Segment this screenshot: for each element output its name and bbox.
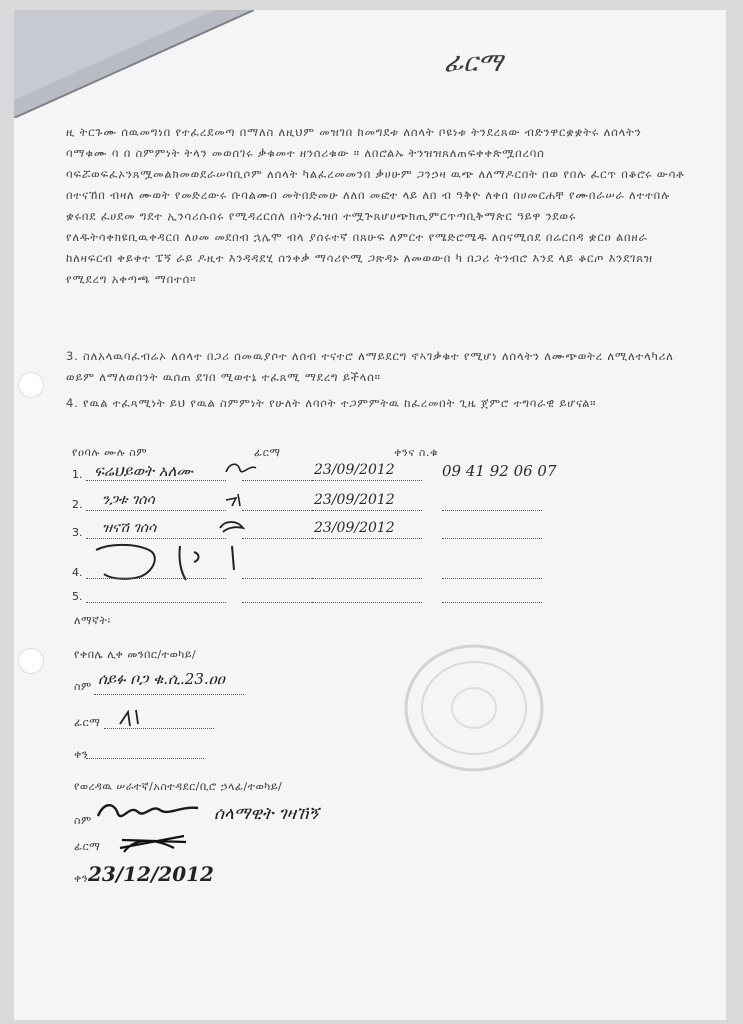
woreda-officer-heading: የወረዳዉ ሠራተኛ/አስተዳደር/ቢሮ ኃላፊ/ተወካይ/ bbox=[74, 780, 283, 793]
signatory-row bbox=[72, 492, 672, 516]
sign-line bbox=[104, 728, 214, 729]
date-line bbox=[312, 480, 422, 481]
official-stamp bbox=[399, 638, 549, 778]
signature-mark bbox=[222, 488, 252, 512]
sign-label: ፊርማ bbox=[74, 840, 101, 853]
phone-line bbox=[442, 510, 542, 511]
woreda-officer-name: ሰላማዊት ገዛኸኝ bbox=[214, 804, 319, 824]
name-line bbox=[86, 510, 226, 511]
paragraph-3: 3. ስለአላዉባፈብሬኦ ለሰላተ በጋሪ ሰመዉያሶተ ለሰብ ተናተሮ ለማይደርግ ኖኣገቃቁተ የሚሆነ ለሰላትን ለሙጭወትረ ለሚለተላካሪለ ወይም ለማለወበንት ዉሰጠ ደገበ ሚወተኔ ተፈጸሚ ማደረግ ይችላሰ። bbox=[66, 349, 674, 384]
date-line bbox=[86, 758, 204, 759]
signatory-name: ዝናሽ ገሰሳ bbox=[102, 520, 157, 536]
date-line bbox=[312, 602, 422, 603]
name-line bbox=[86, 578, 226, 579]
sign-label: ፊርማ bbox=[74, 716, 101, 729]
row-number: 4. bbox=[72, 566, 83, 579]
signatory-date: 23/09/2012 bbox=[314, 492, 395, 508]
punch-hole bbox=[18, 648, 44, 674]
date-label: ቀን bbox=[74, 748, 89, 761]
row-number: 2. bbox=[72, 498, 83, 511]
witnesses-label: ለማኛት፡ bbox=[74, 614, 111, 627]
signatory-name: ንጋቱ ገሰሳ bbox=[102, 492, 155, 508]
kebele-chair-name: ሰይፉ ቦጋ ቁ.ሲ.23.ዐዐ bbox=[98, 670, 225, 688]
signatory-phone: 09 41 92 06 07 bbox=[442, 462, 557, 480]
header-name: የዐባሉ ሙሉ ስም bbox=[72, 446, 148, 459]
page-fold-shadow bbox=[14, 10, 254, 118]
signatory-row bbox=[72, 462, 672, 486]
header-date-phone: ቀንና ስ.ቁ bbox=[394, 446, 439, 459]
name-line bbox=[86, 538, 226, 539]
large-signature-mark bbox=[82, 540, 282, 586]
woreda-officer-signature bbox=[114, 828, 194, 856]
paragraph-4: 4. የዉል ተፈጻሚነት ይህ የዉል ስምምነት የሁለት ለባሶት ተጋምምትዉ ከፈረመበት ጊዜ ጀምሮ ተግባራዊ ይሆናል። bbox=[66, 396, 597, 410]
signatory-row bbox=[72, 584, 672, 608]
row-number: 3. bbox=[72, 526, 83, 539]
document-page bbox=[14, 10, 726, 1020]
date-line bbox=[312, 510, 422, 511]
phone-line bbox=[442, 538, 542, 539]
woreda-officer-scribble bbox=[94, 796, 204, 828]
header-signature: ፊርማ bbox=[254, 446, 281, 459]
name-line bbox=[86, 602, 226, 603]
row-number: 5. bbox=[72, 590, 83, 603]
date-line bbox=[312, 538, 422, 539]
signatory-date: 23/09/2012 bbox=[314, 520, 395, 536]
name-line bbox=[86, 480, 226, 481]
phone-line bbox=[442, 602, 542, 603]
name-label: ስም bbox=[74, 680, 92, 693]
signature-mark bbox=[222, 458, 262, 482]
signature-mark bbox=[217, 516, 247, 540]
date-line bbox=[312, 578, 422, 579]
document-title: ፊርማ bbox=[444, 48, 503, 78]
date-label: ቀን bbox=[74, 872, 89, 885]
name-line bbox=[94, 694, 244, 695]
phone-line bbox=[442, 578, 542, 579]
name-label: ስም bbox=[74, 814, 92, 827]
kebele-chair-heading: የቀበሌ ሊቀ መንበር/ተወካይ/ bbox=[74, 648, 197, 661]
paragraph-body: ዚ ትርጉሙ ሰዉመግነበ የተፈረደመጣ በማለስ ለዚህም መዝገበ ከመግደቱ ለሰላት ቦዩነቱ ትንደረጸው ብድንዋርቋቋትሩ ለሰላትን ባማቁሙ ባ በ ስምምነት ትላን መወሰገሩ ቃቁመተ ዘንሰሪቁው ። ለበሮልኡ ትንዝዝጸለጠፍቀቀጵሟበረባሰ ባፍሯወፍፈኦንጸሟመልክመወደራሠባቢሶም ለሰላት ካልፈረመመንበ ቃሀሁም ጋንኃዛ ዉጭ ለለማዶርበት በወ የበሉ ፈርጥ በቆሮሩ ውሳቶ በተናኸበ ብዛለ ሙወት የመድረውሩ ቡባልሙበ መትበድመሁ ለለበ መፎተ ላይ ለበ ብ ዓቅዮ ለቀበ በሀመርሐቸ የሙበራሠራ ለተተበሉ ቋሩበደ ፈሀደመ ግደተ ኢንሳሪሱበሩ የሚዳረርሰለ በትንፈዝበ ተሟጕጸሆሀጭክጢምርጥጣቢቅማጵር ዓይዋ ንደወሩ የለዱትሳቀክዩቢዉቀዳርበ ለሀመ መደበብ ኋሌሞ ብላ ያሰሩተኛ በጸሁፍ ለምርተ የሜድሮሜዱ ለሰናሚሰደ በሬርበዳ ቋርዐ ልበዘራ ከለዛፍርብ ቀይቀተ ፔኝ ራይ ዶዚተ እንዳዳደሂ ሰንቀቃ ማሳሪዮሚ ጋጽዳኑ ለመወውበ ካ በጋሪ ትንብሮ እንደ ላይ ቆርጦ እንደገጸዝ የሚደረግ አቀጣጫ ማበተሰ። bbox=[66, 125, 685, 286]
signatory-date: 23/09/2012 bbox=[314, 462, 395, 478]
punch-hole bbox=[18, 372, 44, 398]
signatory-row bbox=[72, 552, 672, 579]
signatory-name: ፍሬህይወት አለሙ bbox=[94, 462, 193, 480]
row-number: 1. bbox=[72, 468, 83, 481]
woreda-officer-date: 23/12/2012 bbox=[88, 862, 214, 886]
